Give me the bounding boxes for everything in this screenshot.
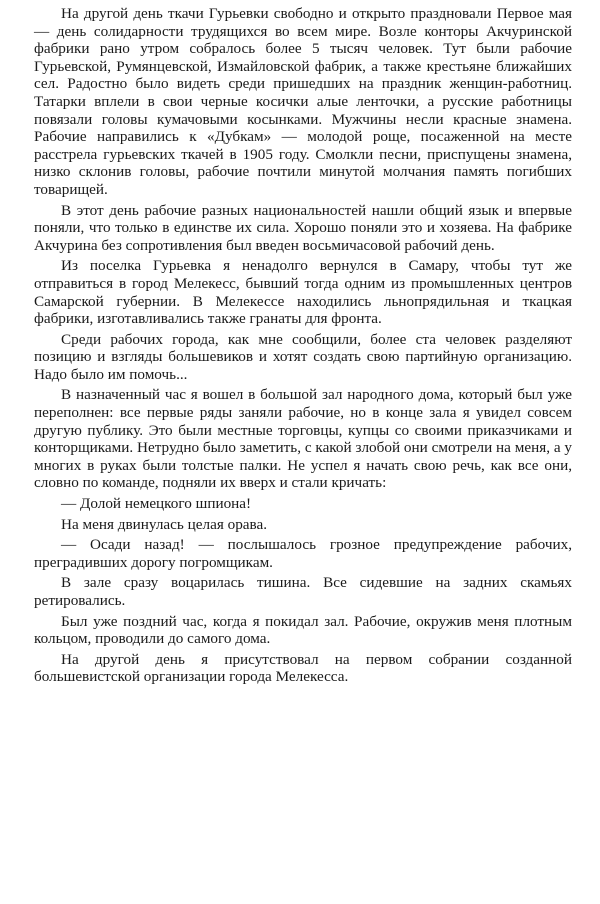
paragraph-unity: В этот день рабочие разных национальностей нашли общий язык и впервые поняли, что только в единстве их сила. Хорошо поняли это и хозяева. На фабрике Акчурина без сопротивления был введен восьмичасовой рабочий день. xyxy=(34,201,572,254)
paragraph-bolshevik-workers: Среди рабочих города, как мне сообщили, более ста человек разделяют позицию и взгляды большевиков и хотят создать свою партийную организацию. Надо было им помочь... xyxy=(34,330,572,383)
paragraph-crowd: На меня двинулась целая орава. xyxy=(61,515,268,533)
paragraph-escort: Был уже поздний час, когда я покидал зал. Рабочие, окружив меня плотным кольцом, проводили до самого дома. xyxy=(34,612,572,648)
paragraph-melekess-trip: Из поселка Гурьевка я ненадолго вернулся в Самару, чтобы тут же отправиться в город Мелекесс, бывший тогда одним из промышленных центров Самарской губернии. В Мелекессе находились льнопрядильная и ткацкая фабрики, изготавливались также гранаты для фронта. xyxy=(34,257,572,328)
book-page xyxy=(34,5,572,689)
paragraph-warning: — Осади назад! — послышалось грозное предупреждение рабочих, преградивших дорогу погромщикам. xyxy=(34,536,572,571)
paragraph-shout: — Долой немецкого шпиона! xyxy=(61,495,252,513)
paragraph-silence: В зале сразу воцарилась тишина. Все сидевшие на задних скамьях ретировались. xyxy=(34,574,572,609)
paragraph-meeting: На другой день я присутствовал на первом собрании созданной большевистской организации города Мелекесса. xyxy=(34,650,572,686)
paragraph-may-day: На другой день ткачи Гурьевки свободно и открыто праздновали Первое мая — день солидарности трудящихся во всем мире. Возле конторы Акчуринской фабрики рано утром собралось более 5 тысяч человек. Тут были рабочие Гурьевской, Румянцевской, Измайловской фабрик, а также крестьяне ближайших сел. Радостно было видеть среди пришедших на праздник женщин-работниц. Татарки вплели в свои черные косички алые ленточки, а русские работницы повязали головы кумачовыми косынками. Мужчины несли красные знамена. Рабочие направились к «Дубкам» — молодой роще, посаженной на месте расстрела гурьевских ткачей в 1905 году. Смолкли песни, приспущены знамена, низко склонив головы, рабочие почтили минутой молчания память погибших товарищей. xyxy=(34,5,572,198)
paragraph-people-house: В назначенный час я вошел в большой зал народного дома, который был уже переполнен: все первые ряды заняли рабочие, но в конце зала я увидел совсем другую публику. Это были местные торговцы, купцы со своими приказчиками и конторщиками. Нетрудно было заметить, с какой злобой они смотрели на меня, а у многих в руках были толстые палки. Не успел я начать свою речь, как все они, словно по команде, подняли их вверх и стали кричать: xyxy=(34,386,572,492)
